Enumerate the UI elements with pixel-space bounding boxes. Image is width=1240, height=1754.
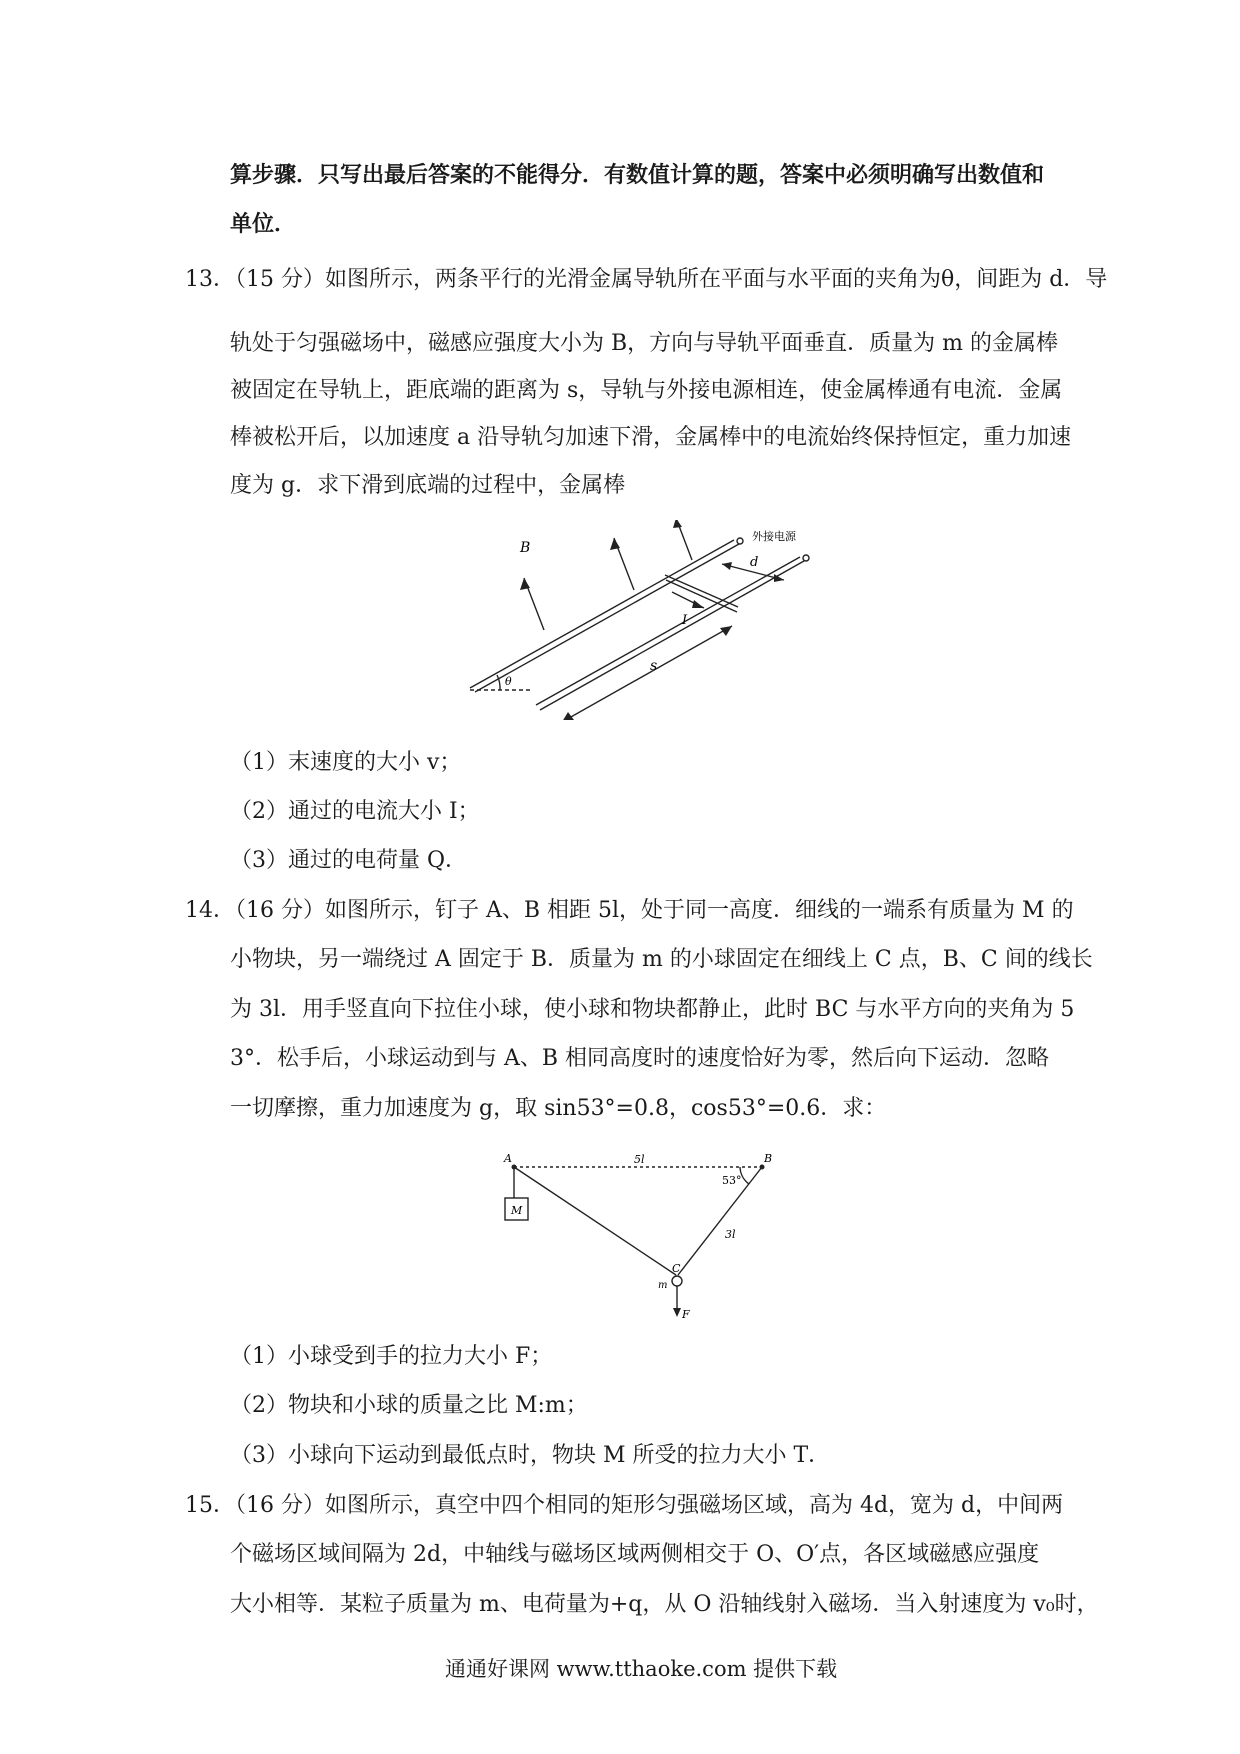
label-M: M	[511, 1204, 523, 1217]
q14-sub-1: （1）小球受到手的拉力大小 F；	[230, 1344, 553, 1369]
label-source: 外接电源	[752, 530, 796, 543]
intro-line-1: 算步骤．只写出最后答案的不能得分．有数值计算的题，答案中必须明确写出数值和	[230, 162, 1045, 188]
label-B: B	[520, 540, 531, 556]
page-footer: 通通好课网 www.tthaoke.com 提供下载	[445, 1657, 838, 1681]
q14-sub-3: （3）小球向下运动到最低点时，物块 M 所受的拉力大小 T．	[230, 1443, 831, 1468]
q13-sub-2: （2）通过的电流大小 I；	[230, 799, 480, 824]
figure-pegs	[500, 1150, 810, 1325]
label-d: d	[750, 555, 759, 570]
label-B2: B	[764, 1152, 773, 1165]
q13-sub-1: （1）末速度的大小 v；	[230, 750, 462, 775]
label-A: A	[504, 1152, 512, 1165]
q14-line-3: 为 3l．用手竖直向下拉住小球，使小球和物块都静止，此时 BC 与水平方向的夹角为 5	[230, 997, 1075, 1022]
q13-line-4: 棒被松开后，以加速度 a 沿导轨匀加速下滑，金属棒中的电流始终保持恒定，重力加速	[230, 425, 1072, 450]
label-s: s	[650, 658, 658, 674]
label-5l: 5l	[634, 1153, 645, 1166]
q13-line-3: 被固定在导轨上，距底端的距离为 s，导轨与外接电源相连，使金属棒通有电流．金属	[230, 378, 1063, 403]
intro-line-2: 单位．	[230, 211, 297, 237]
label-53: 53°	[722, 1174, 742, 1187]
label-I: I	[682, 613, 688, 628]
q15-line-3: 大小相等．某粒子质量为 m、电荷量为+q，从 O 沿轴线射入磁场．当入射速度为 v₀时，	[230, 1592, 1099, 1617]
q13-sub-3: （3）通过的电荷量 Q．	[230, 848, 468, 873]
label-F: F	[682, 1308, 690, 1321]
label-m: m	[658, 1280, 668, 1291]
q13-line-1: 13．（15 分）如图所示，两条平行的光滑金属导轨所在平面与水平面的夹角为θ，间距为 d．导	[185, 267, 1108, 292]
q15-line-1: 15．（16 分）如图所示，真空中四个相同的矩形匀强磁场区域，高为 4d，宽为 d，中间两	[185, 1493, 1064, 1518]
figure-rails	[460, 520, 840, 720]
q14-line-2: 小物块，另一端绕过 A 固定于 B．质量为 m 的小球固定在细线上 C 点，B、C 间的线长	[230, 947, 1093, 972]
label-3l: 3l	[725, 1228, 736, 1241]
q14-line-4: 3°．松手后，小球运动到与 A、B 相同高度时的速度恰好为零，然后向下运动．忽略	[230, 1046, 1050, 1071]
q13-line-5: 度为 g．求下滑到底端的过程中，金属棒	[230, 473, 626, 498]
label-theta: θ	[505, 675, 512, 688]
q15-line-2: 个磁场区域间隔为 2d，中轴线与磁场区域两侧相交于 O、O′点，各区域磁感应强度	[230, 1542, 1040, 1567]
q13-line-2: 轨处于匀强磁场中，磁感应强度大小为 B，方向与导轨平面垂直．质量为 m 的金属棒	[230, 331, 1059, 356]
label-C: C	[672, 1262, 681, 1275]
q14-sub-2: （2）物块和小球的质量之比 M:m；	[230, 1393, 588, 1418]
q14-line-1: 14．（16 分）如图所示，钉子 A、B 相距 5l，处于同一高度．细线的一端系有质量为 M 的	[185, 898, 1074, 923]
q14-line-5: 一切摩擦，重力加速度为 g，取 sin53°=0.8，cos53°=0.6．求：	[230, 1096, 887, 1121]
